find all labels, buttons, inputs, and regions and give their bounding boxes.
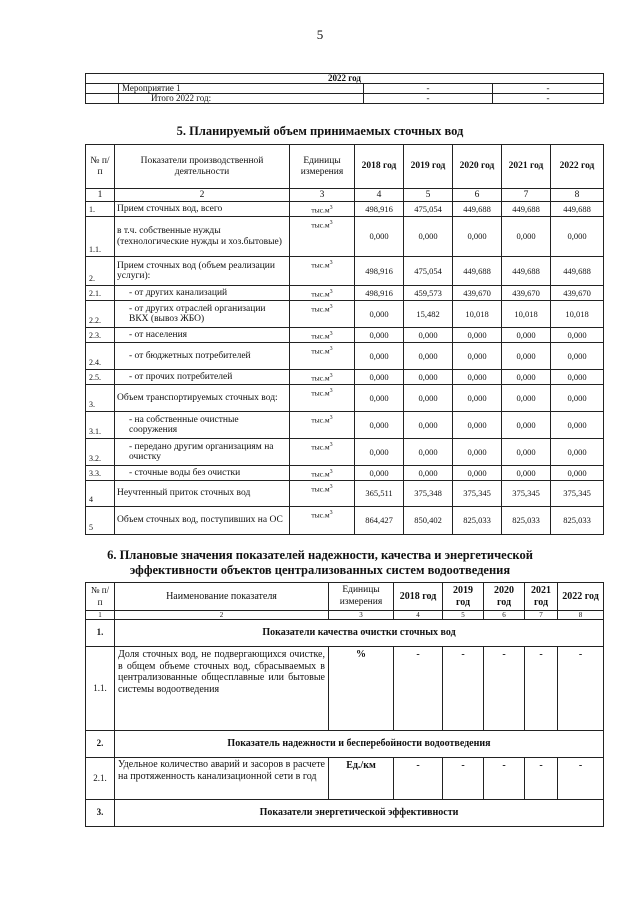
index-cell: 5: [404, 189, 453, 202]
row-label: - на собственные очистные сооружения: [115, 412, 290, 439]
unit-text: тыс.м: [311, 260, 330, 270]
cell-value: 0,000: [453, 370, 502, 385]
section-title: Показатели качества очистки сточных вод: [115, 620, 604, 647]
unit-sup: 3: [329, 388, 333, 394]
unit-text: тыс.м: [311, 510, 330, 520]
index-cell: 7: [502, 189, 551, 202]
cell-value: 0,000: [551, 217, 604, 257]
table-row: [86, 466, 604, 481]
unit-sup: 3: [329, 346, 333, 352]
cell-value: 0,000: [355, 466, 404, 481]
row-unit: [290, 370, 355, 385]
measures-2022-table: [85, 73, 604, 104]
cell-value: 449,688: [551, 202, 604, 217]
index-cell: 8: [558, 611, 604, 620]
col-2021-header: 2021 год: [502, 145, 551, 189]
unit-sup: 3: [329, 469, 333, 475]
wastewater-volume-table: [85, 144, 604, 535]
row-num: 2.3.: [86, 328, 115, 343]
row-unit: [290, 466, 355, 481]
row-num: 5: [86, 507, 115, 535]
cell-value: 0,000: [502, 217, 551, 257]
row-label: - передано другим организациям на очистку: [115, 439, 290, 466]
index-cell: 1: [86, 611, 115, 620]
cell-value: 459,573: [404, 286, 453, 301]
cell-value: 449,688: [551, 257, 604, 286]
table-row: [86, 370, 604, 385]
row-label: Итого 2022 год:: [119, 94, 364, 104]
cell-value: -: [493, 94, 604, 104]
cell-value: 0,000: [355, 385, 404, 412]
col-2018-header: 2018 год: [394, 583, 443, 611]
table-row: [86, 507, 604, 535]
cell-value: 0,000: [355, 301, 404, 328]
row-num: 1.: [86, 202, 115, 217]
row-num: 1.1.: [86, 647, 115, 731]
row-unit: [290, 481, 355, 507]
row-label: - сточные воды без очистки: [115, 466, 290, 481]
cell-value: 0,000: [404, 439, 453, 466]
unit-text: тыс.м: [311, 346, 330, 356]
table-row: [86, 74, 604, 84]
row-unit: [290, 439, 355, 466]
cell-value: 0,000: [404, 370, 453, 385]
table-header-row: [86, 145, 604, 189]
col-num-header: № п/п: [86, 145, 115, 189]
table-row: [86, 84, 604, 94]
table-row: [86, 217, 604, 257]
col-2021-header: 2021 год: [525, 583, 558, 611]
unit-text: тыс.м: [311, 205, 330, 215]
cell-value: 825,033: [551, 507, 604, 535]
cell-value: 0,000: [404, 412, 453, 439]
row-unit: [290, 257, 355, 286]
cell-value: 0,000: [502, 412, 551, 439]
cell-value: -: [443, 647, 484, 731]
cell-value: 0,000: [551, 466, 604, 481]
row-unit: [290, 202, 355, 217]
col-2020-header: 2020 год: [484, 583, 525, 611]
cell-value: 0,000: [404, 385, 453, 412]
cell-value: -: [364, 94, 493, 104]
table-row: [86, 385, 604, 412]
section-row: [86, 800, 604, 827]
index-cell: 6: [484, 611, 525, 620]
row-label: Объем транспортируемых сточных вод:: [115, 385, 290, 412]
cell-value: 0,000: [551, 328, 604, 343]
cell-value: 375,345: [453, 481, 502, 507]
cell-value: -: [558, 758, 604, 800]
index-cell: 2: [115, 611, 329, 620]
col-2019-header: 2019 год: [443, 583, 484, 611]
row-unit: [290, 217, 355, 257]
cell-value: 0,000: [404, 343, 453, 370]
col-unit-header: Единицы измерения: [290, 145, 355, 189]
cell-value: 498,916: [355, 286, 404, 301]
table-row: [86, 439, 604, 466]
index-cell: 4: [355, 189, 404, 202]
cell-value: 0,000: [453, 466, 502, 481]
index-cell: 3: [290, 189, 355, 202]
unit-sup: 3: [329, 415, 333, 421]
cell-value: 0,000: [453, 217, 502, 257]
col-2022-header: 2022 год: [558, 583, 604, 611]
table-row: [86, 257, 604, 286]
cell-value: 15,482: [404, 301, 453, 328]
col-name-header: Наименование показателя: [115, 583, 329, 611]
unit-text: тыс.м: [311, 415, 330, 425]
indicators-table: [85, 582, 604, 827]
cell-value: 825,033: [502, 507, 551, 535]
cell-value: 498,916: [355, 257, 404, 286]
index-cell: 2: [115, 189, 290, 202]
cell-value: 475,054: [404, 202, 453, 217]
cell-value: 365,511: [355, 481, 404, 507]
cell-value: 375,345: [551, 481, 604, 507]
cell-value: 0,000: [453, 343, 502, 370]
cell-value: 0,000: [502, 328, 551, 343]
cell-value: 0,000: [551, 343, 604, 370]
table-row: [86, 202, 604, 217]
cell-value: 0,000: [355, 217, 404, 257]
section6-title-line1: 6. Плановые значения показателей надежности, качества и энергетической: [107, 548, 533, 562]
unit-text: тыс.м: [311, 220, 330, 230]
cell-value: 0,000: [551, 370, 604, 385]
cell-value: 0,000: [502, 439, 551, 466]
cell-value: -: [394, 758, 443, 800]
row-unit: Ед./км: [329, 758, 394, 800]
row-unit: [290, 507, 355, 535]
unit-sup: 3: [329, 205, 333, 211]
section-num: 3.: [86, 800, 115, 827]
row-num: 1.1.: [86, 217, 115, 257]
index-cell: 3: [329, 611, 394, 620]
col-2018-header: 2018 год: [355, 145, 404, 189]
unit-text: тыс.м: [311, 484, 330, 494]
row-num: 2.1.: [86, 286, 115, 301]
index-cell: 7: [525, 611, 558, 620]
cell-value: -: [443, 758, 484, 800]
cell-value: -: [493, 84, 604, 94]
cell-value: -: [558, 647, 604, 731]
cell-value: 0,000: [502, 466, 551, 481]
index-cell: 6: [453, 189, 502, 202]
row-label: Мероприятие 1: [119, 84, 364, 94]
unit-sup: 3: [329, 220, 333, 226]
section-row: [86, 731, 604, 758]
year-header: 2022 год: [86, 74, 604, 84]
cell-value: -: [525, 758, 558, 800]
table-row: [86, 301, 604, 328]
row-label: Прием сточных вод (объем реализации услуги):: [115, 257, 290, 286]
table-row: [86, 758, 604, 800]
table-row: [86, 286, 604, 301]
cell-value: 0,000: [355, 370, 404, 385]
row-num: 3.3.: [86, 466, 115, 481]
table-row: [86, 328, 604, 343]
row-unit: [290, 412, 355, 439]
row-unit: [290, 301, 355, 328]
cell-value: 0,000: [502, 370, 551, 385]
cell-value: 449,688: [502, 257, 551, 286]
index-cell: 8: [551, 189, 604, 202]
cell-value: 0,000: [453, 439, 502, 466]
row-num: 4: [86, 481, 115, 507]
cell-value: 0,000: [453, 412, 502, 439]
cell-value: 0,000: [355, 343, 404, 370]
col-indicator-header: Показатели производственной деятельности: [115, 145, 290, 189]
cell-value: -: [364, 84, 493, 94]
cell-value: 439,670: [453, 286, 502, 301]
index-row: [86, 611, 604, 620]
unit-sup: 3: [329, 373, 333, 379]
row-num: 2.1.: [86, 758, 115, 800]
row-label: - от бюджетных потребителей: [115, 343, 290, 370]
row-unit: [290, 385, 355, 412]
row-num: 2.5.: [86, 370, 115, 385]
section-num: 1.: [86, 620, 115, 647]
cell-value: 10,018: [551, 301, 604, 328]
row-label: Доля сточных вод, не подвергающихся очистке, в общем объеме сточных вод, сбрасываемых в централизованные общесплавные или бытовые системы водоотведения: [115, 647, 329, 731]
cell-value: 0,000: [404, 217, 453, 257]
cell-value: -: [484, 647, 525, 731]
cell-value: 375,345: [502, 481, 551, 507]
cell-value: 10,018: [453, 301, 502, 328]
row-num: 3.: [86, 385, 115, 412]
row-unit: %: [329, 647, 394, 731]
cell-value: 0,000: [355, 328, 404, 343]
cell-value: 449,688: [502, 202, 551, 217]
index-row: [86, 189, 604, 202]
row-label: - от других канализаций: [115, 286, 290, 301]
cell-value: -: [394, 647, 443, 731]
cell-value: 0,000: [453, 385, 502, 412]
cell-value: 0,000: [404, 466, 453, 481]
col-num-header: № п/п: [86, 583, 115, 611]
unit-text: тыс.м: [311, 388, 330, 398]
row-label: Удельное количество аварий и засоров в расчете на протяженность канализационной сети в год: [115, 758, 329, 800]
row-unit: [290, 328, 355, 343]
row-unit: [290, 343, 355, 370]
col-2022-header: 2022 год: [551, 145, 604, 189]
row-label: - от прочих потребителей: [115, 370, 290, 385]
table-row: [86, 647, 604, 731]
unit-text: тыс.м: [311, 331, 330, 341]
row-unit: [290, 286, 355, 301]
unit-sup: 3: [329, 289, 333, 295]
cell-value: 0,000: [453, 328, 502, 343]
row-label: Неучтенный приток сточных вод: [115, 481, 290, 507]
cell-value: 850,402: [404, 507, 453, 535]
section-title: Показатель надежности и бесперебойности водоотведения: [115, 731, 604, 758]
table-row: [86, 412, 604, 439]
page-number: 5: [316, 27, 324, 42]
row-num: 3.1.: [86, 412, 115, 439]
section-title: Показатели энергетической эффективности: [115, 800, 604, 827]
unit-text: тыс.м: [311, 373, 330, 383]
col-2019-header: 2019 год: [404, 145, 453, 189]
row-num: 2.4.: [86, 343, 115, 370]
cell-value: 0,000: [404, 328, 453, 343]
table-row: [86, 343, 604, 370]
cell-value: 475,054: [404, 257, 453, 286]
cell-value: 0,000: [355, 412, 404, 439]
unit-text: тыс.м: [311, 469, 330, 479]
row-num: 2.2.: [86, 301, 115, 328]
index-cell: 1: [86, 189, 115, 202]
row-label: в т.ч. собственные нужды (технологические нужды и хоз.бытовые): [115, 217, 290, 257]
unit-text: тыс.м: [311, 442, 330, 452]
cell-value: -: [484, 758, 525, 800]
col-2020-header: 2020 год: [453, 145, 502, 189]
cell-value: 375,348: [404, 481, 453, 507]
row-num: 2.: [86, 257, 115, 286]
row-label: - от населения: [115, 328, 290, 343]
section-row: [86, 620, 604, 647]
section6-title-line2: эффективности объектов централизованных систем водоотведения: [129, 563, 511, 577]
section5-title: 5. Планируемый объем принимаемых сточных вод: [176, 124, 464, 138]
unit-sup: 3: [329, 331, 333, 337]
col-unit-header: Единицы измерения: [329, 583, 394, 611]
cell-value: 0,000: [551, 412, 604, 439]
row-label: Объем сточных вод, поступивших на ОС: [115, 507, 290, 535]
cell-value: 439,670: [551, 286, 604, 301]
index-cell: 5: [443, 611, 484, 620]
cell-value: 825,033: [453, 507, 502, 535]
cell-value: 0,000: [551, 439, 604, 466]
cell-value: 0,000: [355, 439, 404, 466]
cell-value: 449,688: [453, 202, 502, 217]
unit-sup: 3: [329, 304, 333, 310]
row-label: Прием сточных вод, всего: [115, 202, 290, 217]
section-num: 2.: [86, 731, 115, 758]
unit-text: тыс.м: [311, 289, 330, 299]
unit-sup: 3: [329, 260, 333, 266]
row-label: - от других отраслей организации ВКХ (вывоз ЖБО): [115, 301, 290, 328]
table-row: [86, 94, 604, 104]
unit-text: тыс.м: [311, 304, 330, 314]
table-header-row: [86, 583, 604, 611]
row-num: 3.2.: [86, 439, 115, 466]
cell-value: 449,688: [453, 257, 502, 286]
unit-sup: 3: [329, 484, 333, 490]
cell-value: 0,000: [502, 385, 551, 412]
cell-value: 439,670: [502, 286, 551, 301]
cell-value: 498,916: [355, 202, 404, 217]
index-cell: 4: [394, 611, 443, 620]
cell-value: 0,000: [551, 385, 604, 412]
table-row: [86, 481, 604, 507]
cell-value: 10,018: [502, 301, 551, 328]
unit-sup: 3: [329, 510, 333, 516]
unit-sup: 3: [329, 442, 333, 448]
cell-value: 864,427: [355, 507, 404, 535]
cell-value: 0,000: [502, 343, 551, 370]
cell-value: -: [525, 647, 558, 731]
